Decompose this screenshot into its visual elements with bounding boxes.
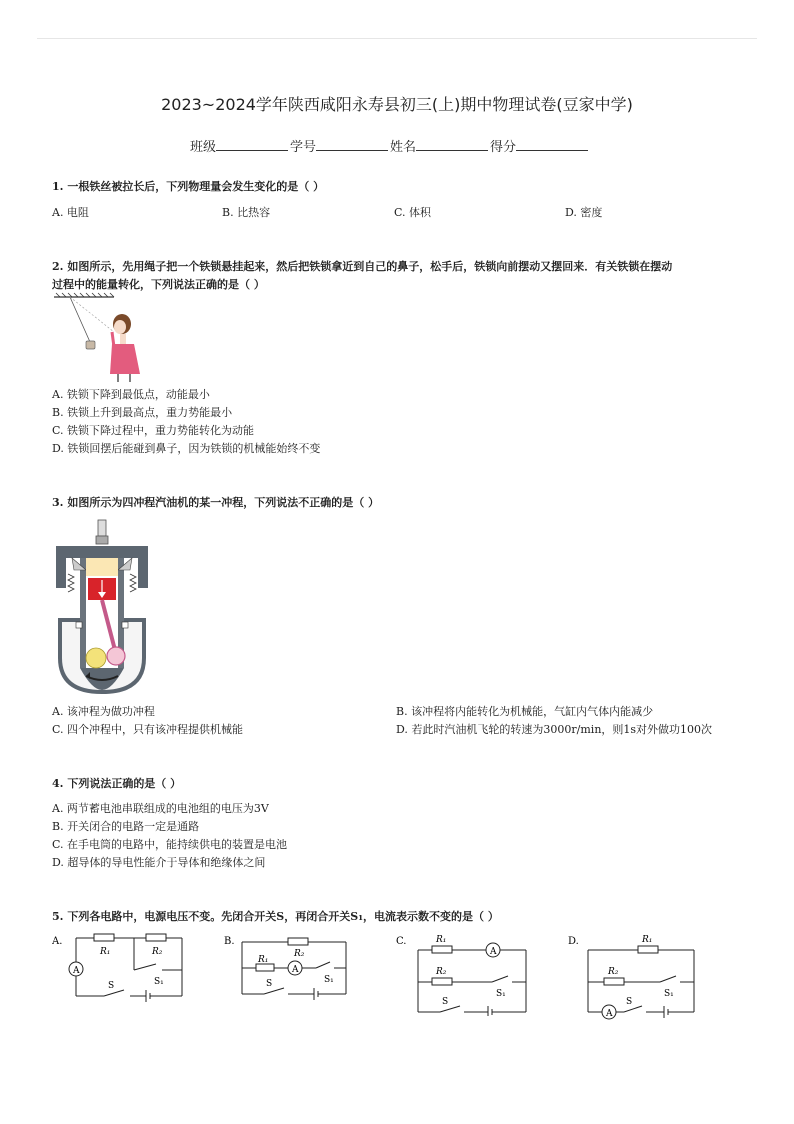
q4-option-a[interactable]: A. 两节蓄电池串联组成的电池组的电压为3V (52, 802, 269, 815)
circuit-c-s1: S₁ (496, 989, 506, 999)
circuit-c-ammeter: A (490, 947, 497, 957)
header-rule (37, 38, 757, 39)
q4-option-b[interactable]: B. 开关闭合的电路一定是通路 (52, 820, 200, 833)
q4-stem: 4. 下列说法正确的是（ ） (52, 777, 182, 790)
q3-option-c[interactable]: C. 四个冲程中，只有该冲程提供机械能 (52, 723, 244, 736)
q5-stem: 5. 下列各电路中，电源电压不变。先闭合开关S，再闭合开关S₁，电流表示数不变的是（ ） (52, 910, 499, 923)
q3-option-d[interactable]: D. 若此时汽油机飞轮的转速为3000r/min，则1s对外做功100次 (396, 723, 713, 736)
q2-stem-line2: 过程中的能量转化，下列说法正确的是（ ） (52, 278, 265, 291)
pendulum-girl-figure (52, 292, 156, 382)
circuit-d-s: S (626, 997, 633, 1007)
q3-option-b[interactable]: B. 该冲程将内能转化为机械能，气缸内气体内能减少 (396, 705, 654, 718)
page-title: 2023~2024学年陕西咸阳永寿县初三(上)期中物理试卷(豆家中学) (161, 95, 633, 114)
circuit-a-s: S (108, 981, 115, 991)
q1-option-a[interactable]: A. 电阻 (52, 206, 89, 219)
gasoline-engine-figure (52, 518, 152, 698)
circuit-d-ammeter: A (606, 1009, 613, 1019)
circuit-c-s: S (442, 997, 449, 1007)
circuit-b-s: S (266, 979, 273, 989)
circuit-a-r2: R₂ (152, 947, 163, 957)
circuit-a-s1: S₁ (154, 977, 164, 987)
class-field[interactable] (216, 136, 288, 151)
q4-option-d[interactable]: D. 超导体的导电性能介于导体和绝缘体之间 (52, 856, 266, 869)
q2-option-b[interactable]: B. 铁锁上升到最高点，重力势能最小 (52, 406, 233, 419)
circuit-a[interactable] (52, 930, 192, 1004)
circuit-d-r2: R₂ (608, 967, 619, 977)
circuit-b-r2: R₂ (294, 949, 305, 959)
id-label: 学号 (290, 140, 317, 155)
circuit-c[interactable] (396, 930, 536, 1016)
class-label: 班级 (190, 140, 217, 155)
name-field[interactable] (416, 136, 488, 151)
q1-option-d[interactable]: D. 密度 (565, 206, 603, 219)
circuit-b[interactable] (224, 930, 354, 1004)
circuit-c-r1: R₁ (436, 935, 447, 945)
q1-option-c[interactable]: C. 体积 (394, 206, 432, 219)
circuit-d-r1: R₁ (642, 935, 653, 945)
score-label: 得分 (490, 140, 517, 155)
q3-stem: 3. 如图所示为四冲程汽油机的某一冲程，下列说法不正确的是（ ） (52, 496, 380, 509)
q2-option-d[interactable]: D. 铁锁回摆后能碰到鼻子，因为铁锁的机械能始终不变 (52, 442, 321, 455)
circuit-d[interactable] (568, 930, 708, 1022)
circuit-d-s1: S₁ (664, 989, 674, 999)
circuit-b-ammeter: A (292, 965, 299, 975)
circuit-a-label: A. (52, 936, 63, 947)
score-field[interactable] (516, 136, 588, 151)
circuit-b-s1: S₁ (324, 975, 334, 985)
q2-stem-line1: 2. 如图所示，先用绳子把一个铁锁悬挂起来，然后把铁锁拿近到自己的鼻子，松手后，铁锁向前摆动又摆回来．有关铁锁在摆动 (52, 260, 673, 273)
student-info-row (190, 136, 590, 155)
name-label: 姓名 (390, 140, 417, 155)
circuit-a-r1: R₁ (100, 947, 111, 957)
q1-option-b[interactable]: B. 比热容 (222, 206, 271, 219)
q1-stem: 1. 一根铁丝被拉长后，下列物理量会发生变化的是（ ） (52, 180, 325, 193)
circuit-b-label: B. (224, 936, 235, 947)
circuit-a-ammeter: A (73, 966, 80, 976)
q2-option-a[interactable]: A. 铁锁下降到最低点，动能最小 (52, 388, 210, 401)
q2-option-c[interactable]: C. 铁锁下降过程中，重力势能转化为动能 (52, 424, 255, 437)
id-field[interactable] (316, 136, 388, 151)
q4-option-c[interactable]: C. 在手电筒的电路中，能持续供电的装置是电池 (52, 838, 288, 851)
q3-option-a[interactable]: A. 该冲程为做功冲程 (52, 705, 155, 718)
circuit-c-label: C. (396, 936, 407, 947)
circuit-d-label: D. (568, 936, 579, 947)
circuit-c-r2: R₂ (436, 967, 447, 977)
circuit-b-r1: R₁ (258, 955, 269, 965)
